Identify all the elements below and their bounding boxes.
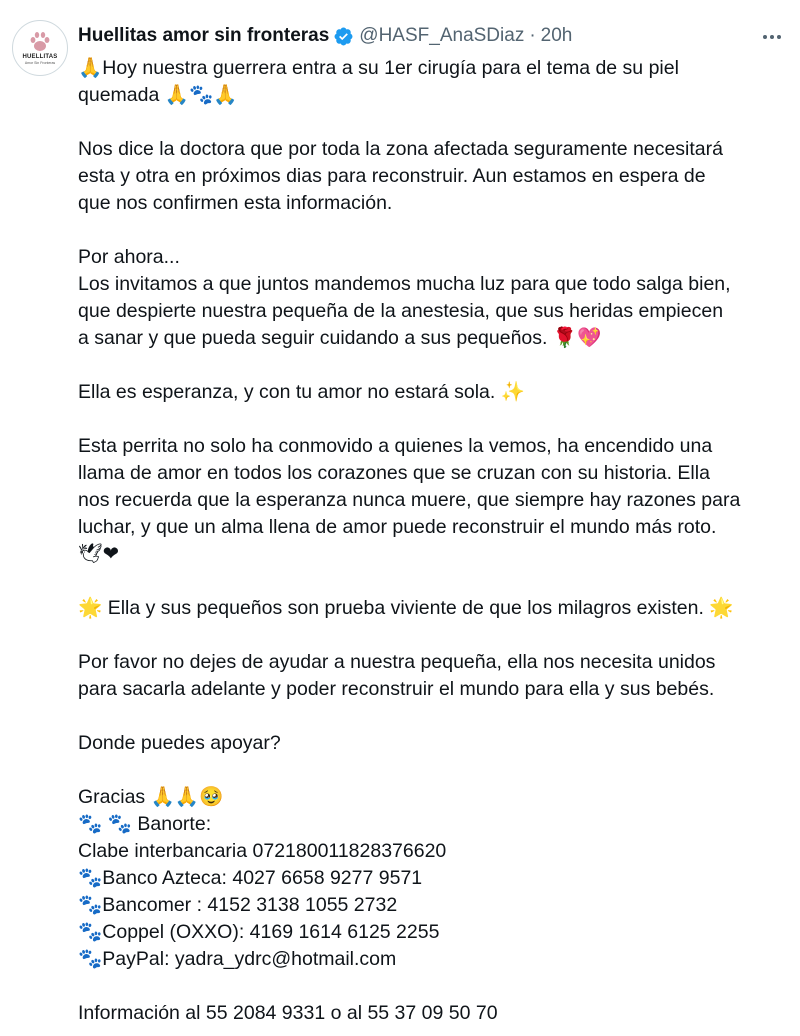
tweet-text-line: que despierte nuestra pequeña de la anestesia, que sus heridas empiecen xyxy=(78,300,724,322)
blank-line xyxy=(78,757,790,784)
tweet-text-line: Clabe interbancaria 072180011828376620 xyxy=(78,840,447,862)
blank-line xyxy=(78,352,790,379)
tweet-text-line: para sacarla adelante y poder reconstruir el mundo para ella y sus bebés. xyxy=(78,678,715,700)
tweet-text-line: que nos confirmen esta información. xyxy=(78,192,393,214)
verified-badge-icon xyxy=(333,26,354,47)
blank-line xyxy=(78,622,790,649)
blank-line xyxy=(78,568,790,595)
tweet-text-line: Los invitamos a que juntos mandemos mucha luz para que todo salga bien, xyxy=(78,273,731,295)
blank-line xyxy=(78,109,790,136)
header-separator: · xyxy=(529,25,536,46)
tweet-text-line: 🐾Bancomer : 4152 3138 1055 2732 xyxy=(78,894,398,916)
tweet-text-line: Información al 55 2084 9331 o al 55 37 09 50 70 xyxy=(78,1002,498,1024)
avatar-brand: HUELLITAS xyxy=(22,53,58,60)
tweet-text-line: Gracias 🙏🙏🥹 xyxy=(78,786,224,808)
more-options-icon[interactable] xyxy=(756,24,788,50)
tweet-timestamp[interactable]: 20h xyxy=(540,25,573,46)
tweet-text-line: 🐾Banco Azteca: 4027 6658 9277 9571 xyxy=(78,867,423,889)
tweet-text-line: 🐾Coppel (OXXO): 4169 1614 6125 2255 xyxy=(78,921,440,943)
tweet-text-line: quemada 🙏🐾🙏 xyxy=(78,84,238,106)
tweet-text-line: 🕊❤ xyxy=(78,543,120,565)
tweet-header xyxy=(78,22,572,50)
blank-line xyxy=(78,973,790,1000)
tweet-text-line: 🌟 Ella y sus pequeños son prueba viviente de que los milagros existen. 🌟 xyxy=(78,597,734,619)
blank-line xyxy=(78,703,790,730)
avatar-tagline: Amor Sin Fronteras xyxy=(24,60,56,65)
author-handle[interactable]: @HASF_AnaSDiaz xyxy=(359,25,525,46)
tweet-text-line: Por favor no dejes de ayudar a nuestra pequeña, ella nos necesita unidos xyxy=(78,651,716,673)
tweet-text-line: a sanar y que pueda seguir cuidando a sus pequeños. 🌹💖 xyxy=(78,327,602,349)
tweet-text-line: Ella es esperanza, y con tu amor no estará sola. ✨ xyxy=(78,381,526,403)
tweet-text-line: Esta perrita no solo ha conmovido a quienes la vemos, ha encendido una xyxy=(78,435,713,457)
tweet-text-line: Donde puedes apoyar? xyxy=(78,732,281,754)
paw-logo-icon xyxy=(28,31,52,53)
tweet-text-line: esta y otra en próximos dias para reconstruir. Aun estamos en espera de xyxy=(78,165,706,187)
tweet-text xyxy=(78,55,790,1027)
tweet-text-line: llama de amor en todos los corazones que se cruzan con su historia. Ella xyxy=(78,462,710,484)
tweet-text-line: 🐾PayPal: yadra_ydrc@hotmail.com xyxy=(78,948,397,970)
tweet-text-line: Nos dice la doctora que por toda la zona afectada seguramente necesitará xyxy=(78,138,723,160)
tweet-text-line: luchar, y que un alma llena de amor puede reconstruir el mundo más roto. xyxy=(78,516,717,538)
tweet-text-line: nos recuerda que la esperanza nunca muere, que siempre hay razones para xyxy=(78,489,741,511)
tweet-text-line: Por ahora... xyxy=(78,246,180,268)
tweet-text-line: 🐾 🐾 Banorte: xyxy=(78,813,212,835)
author-display-name[interactable]: Huellitas amor sin fronteras xyxy=(78,25,330,46)
tweet-text-line: 🙏Hoy nuestra guerrera entra a su 1er cirugía para el tema de su piel xyxy=(78,57,679,79)
avatar[interactable] xyxy=(12,20,68,76)
blank-line xyxy=(78,406,790,433)
blank-line xyxy=(78,217,790,244)
